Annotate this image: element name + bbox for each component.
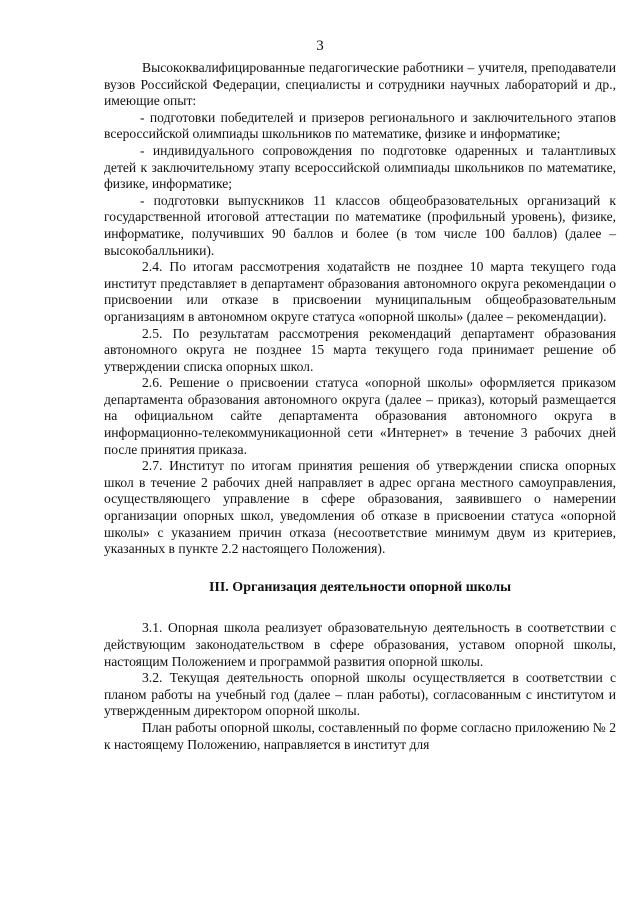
- paragraph-plan: План работы опорной школы, составленный по форме согласно приложению № 2 к настоящему Положению, направляется в институт для: [104, 719, 616, 752]
- list-item: - подготовки победителей и призеров регионального и заключительного этапов всероссийской олимпиады школьников по математике, физике и информатике;: [104, 109, 616, 142]
- clause-3-1: 3.1. Опорная школа реализует образовательную деятельность в соответствии с действующим законодательством в сфере образования, уставом опорной школы, настоящим Положением и программой развития опорной школы.: [104, 620, 616, 669]
- page-number: 3: [316, 38, 324, 54]
- section-heading: III. Организация деятельности опорной школы: [208, 579, 512, 595]
- page-body: [104, 60, 616, 753]
- clause-2-5: 2.5. По результатам рассмотрения рекомендаций департамент образования автономного округа не позднее 15 марта текущего года принимает решение об утверждении списка опорных школ.: [104, 325, 616, 374]
- list-item: - подготовки выпускников 11 классов общеобразовательных организаций к государственной итоговой аттестации по математике (профильный уровень), физике, информатике, получивших 90 баллов и более (в том числе 100 баллов) (далее – высокобалльники).: [104, 192, 616, 258]
- clause-2-7: 2.7. Институт по итогам принятия решения об утверждении списка опорных школ в течение 2 рабочих дней направляет в адрес органа местного самоуправления, осуществляющего управление в сфере образования, заявившего о намерении организации опорных школ, уведомления об отказе в присвоении статуса «опорной школы» с указанием причин отказа (несоответствие минимум двум из критериев, указанных в пункте 2.2 настоящего Положения).: [104, 458, 616, 557]
- clause-3-2: 3.2. Текущая деятельность опорной школы осуществляется в соответствии с планом работы на учебный год (далее – план работы), согласованным с институтом и утвержденным директором опорной школы.: [104, 670, 616, 719]
- clause-2-6: 2.6. Решение о присвоении статуса «опорной школы» оформляется приказом департамента образования автономного округа (далее – приказ), который размещается на официальном сайте департамента образования автономного округа в информационно-телекоммуникационной сети «Интернет» в течение 3 рабочих дней после принятия приказа.: [104, 375, 616, 457]
- paragraph-experts: Высококвалифицированные педагогические работники – учителя, преподаватели вузов Российской Федерации, специалисты и сотрудники научных лабораторий и др., имеющие опыт:: [104, 60, 616, 109]
- list-item: - индивидуального сопровождения по подготовке одаренных и талантливых детей к заключительному этапу всероссийской олимпиады школьников по математике, физике, информатике;: [104, 142, 616, 192]
- clause-2-4: 2.4. По итогам рассмотрения ходатайств не позднее 10 марта текущего года институт представляет в департамент образования автономного округа рекомендации о присвоении или отказе в присвоении муниципальным общеобразовательным организациям в автономном округе статуса «опорной школы» (далее – рекомендации).: [104, 259, 616, 324]
